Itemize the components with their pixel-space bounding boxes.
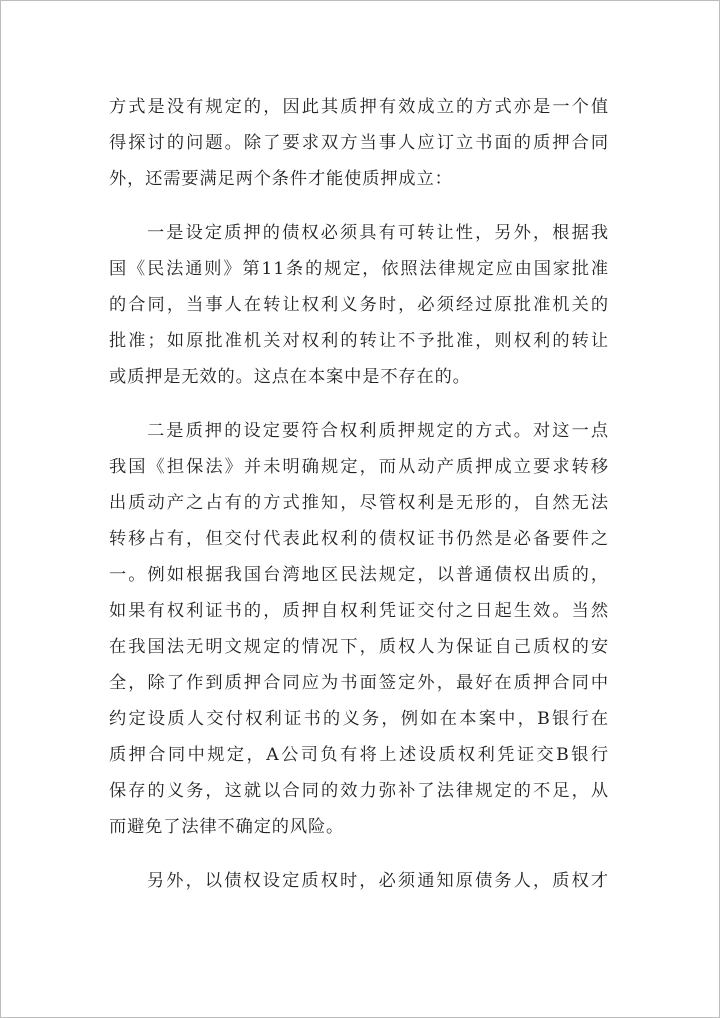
text-line: 转移占有，但交付代表此权利的债权证书仍然是必备要件之 <box>109 529 609 549</box>
paragraph-1 <box>109 89 609 197</box>
text-line: 一是设定质押的债权必须具有可转让性，另外，根据我 <box>147 223 609 243</box>
paragraph-4 <box>109 863 609 899</box>
text-line: 或质押是无效的。这点在本案中是不存在的。 <box>109 367 471 387</box>
text-line: 如果有权利证书的，质押自权利凭证交付之日起生效。当然 <box>109 601 609 621</box>
text-line: 我国《担保法》并未明确规定，而从动产质押成立要求转移 <box>109 457 609 477</box>
text-line: 约定设质人交付权利证书的义务，例如在本案中，B银行在 <box>109 709 609 729</box>
text-line: 质押合同中规定，A公司负有将上述设质权利凭证交B银行 <box>109 745 609 765</box>
text-line: 一。例如根据我国台湾地区民法规定，以普通债权出质的， <box>109 565 609 585</box>
text-line: 国《民法通则》第11条的规定，依照法律规定应由国家批准 <box>109 259 609 279</box>
text-line: 批准；如原批准机关对权利的转让不予批准，则权利的转让 <box>109 331 609 351</box>
text-line: 而避免了法律不确定的风险。 <box>109 817 345 837</box>
text-line: 保存的义务，这就以合同的效力弥补了法律规定的不足，从 <box>109 781 609 801</box>
text-line: 全，除了作到质押合同应为书面签定外，最好在质押合同中 <box>109 673 609 693</box>
text-line: 出质动产之占有的方式推知，尽管权利是无形的，自然无法 <box>109 493 609 513</box>
paragraph-2 <box>109 215 609 395</box>
text-line: 得探讨的问题。除了要求双方当事人应订立书面的质押合同 <box>109 133 609 153</box>
text-line: 二是质押的设定要符合权利质押规定的方式。对这一点 <box>147 421 609 441</box>
text-line: 方式是没有规定的，因此其质押有效成立的方式亦是一个值 <box>109 97 609 117</box>
document-body <box>109 89 609 899</box>
text-line: 外，还需要满足两个条件才能使质押成立： <box>109 169 453 189</box>
text-line: 另外，以债权设定质权时，必须通知原债务人，质权才 <box>147 871 609 891</box>
text-line: 在我国法无明文规定的情况下，质权人为保证自己质权的安 <box>109 637 609 657</box>
text-line: 的合同，当事人在转让权利义务时，必须经过原批准机关的 <box>109 295 609 315</box>
paragraph-3 <box>109 413 609 845</box>
